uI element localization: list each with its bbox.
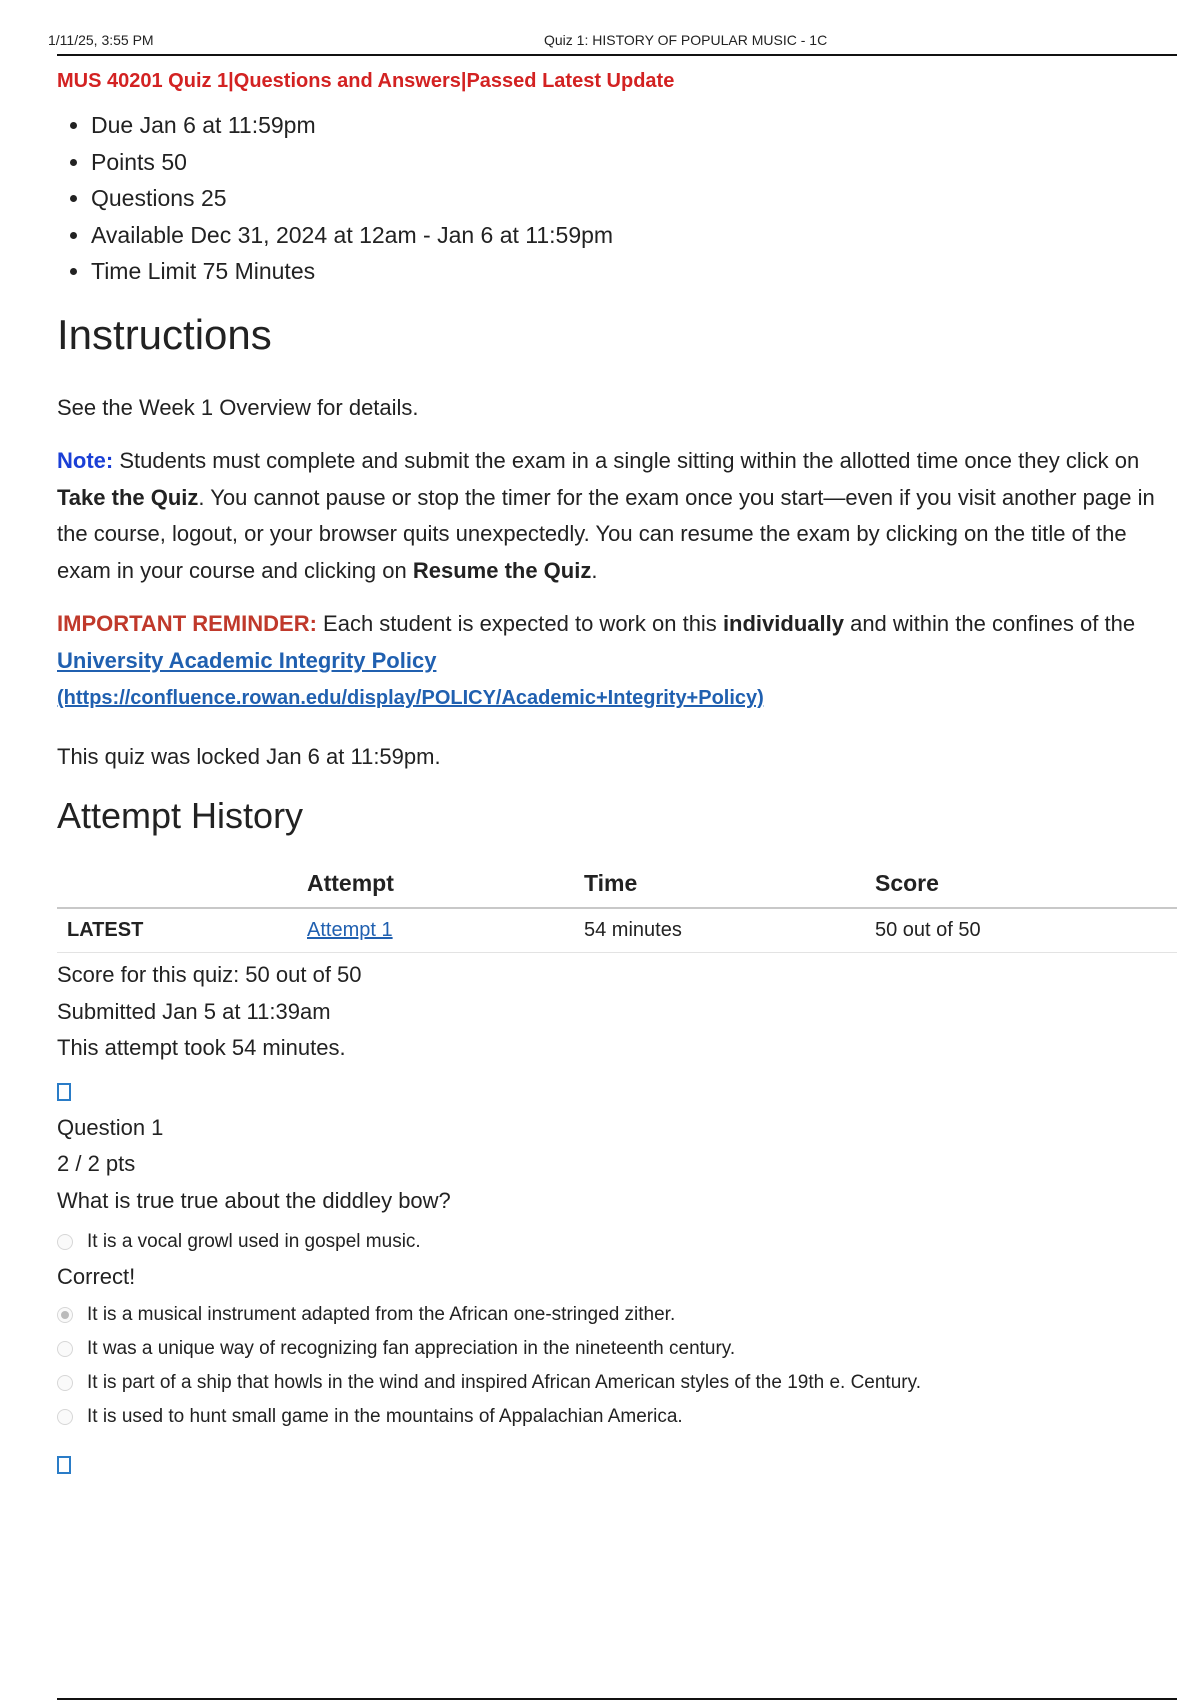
- col-header-attempt: Attempt: [307, 862, 584, 908]
- note-label: Note:: [57, 448, 114, 474]
- attempt-summary: [57, 957, 1177, 1067]
- attempt-history-heading: Attempt History: [57, 795, 304, 837]
- resume-quiz-text: Resume the Quiz: [412, 557, 592, 583]
- meta-questions: • Questions 25: [91, 180, 1177, 217]
- document-title: MUS 40201 Quiz 1|Questions and Answers|Passed Latest Update: [57, 70, 675, 92]
- quiz-page: [57, 70, 1177, 1479]
- col-header-score: Score: [875, 862, 1177, 908]
- meta-points: • Points 50: [91, 144, 1177, 181]
- answer-text: It is part of a ship that howls in the wind and inspired African American styles of the 19th e. Century.: [87, 1371, 921, 1393]
- attempt-time: 54 minutes: [584, 908, 875, 953]
- instructions-heading: Instructions: [57, 310, 272, 358]
- answer-text: It is a vocal growl used in gospel music.: [87, 1231, 421, 1253]
- answer-option-selected[interactable]: [57, 1298, 1177, 1332]
- print-title: Quiz 1: HISTORY OF POPULAR MUSIC - 1C: [544, 32, 828, 48]
- meta-time-limit: • Time Limit 75 Minutes: [91, 253, 1177, 290]
- individually-text: individually: [722, 611, 844, 637]
- question-flag-icon[interactable]: [57, 1456, 71, 1474]
- note-paragraph: Note: Students must complete and submit the exam in a single sitting within the allotted time once they click on Take the Quiz. You cannot pause or stop the timer for the exam once you start—even if you visit another page in the course, logout, or your browser quits unexpectedly. You can resume the exam by clicking on the title of the exam in your course and clicking on Resume the Quiz.: [57, 448, 1155, 583]
- print-header: [48, 28, 1176, 50]
- take-quiz-text: Take the Quiz: [57, 484, 199, 510]
- question-1: [57, 1110, 1177, 1220]
- attempt-duration-line: This attempt took 54 minutes.: [57, 1035, 346, 1061]
- answer-text: It is a musical instrument adapted from the African one-stringed zither.: [87, 1303, 676, 1325]
- quiz-meta-list: [57, 107, 1177, 290]
- answer-option[interactable]: [57, 1332, 1177, 1366]
- meta-due: • Due Jan 6 at 11:59pm: [91, 107, 1177, 144]
- radio-button-selected[interactable]: [57, 1307, 73, 1323]
- radio-button[interactable]: [57, 1409, 73, 1425]
- table-row: [57, 908, 1177, 953]
- question-points: 2 / 2 pts: [57, 1151, 136, 1177]
- col-header-tag: [57, 862, 307, 908]
- question-flag-icon[interactable]: [57, 1083, 71, 1101]
- correct-label: Correct!: [57, 1264, 136, 1290]
- answer-option[interactable]: [57, 1225, 1177, 1259]
- header-divider: [57, 54, 1177, 56]
- academic-integrity-policy-link[interactable]: University Academic Integrity Policy: [57, 647, 437, 673]
- attempt-1-link[interactable]: Attempt 1: [307, 919, 393, 942]
- quiz-locked-text: This quiz was locked Jan 6 at 11:59pm.: [57, 743, 441, 769]
- attempt-history-table: [57, 862, 1177, 953]
- answer-text: It was a unique way of recognizing fan appreciation in the nineteenth century.: [87, 1337, 736, 1359]
- week-overview-text: See the Week 1 Overview for details.: [57, 394, 419, 420]
- submitted-line: Submitted Jan 5 at 11:39am: [57, 998, 331, 1024]
- answer-option[interactable]: [57, 1400, 1177, 1434]
- question-number: Question 1: [57, 1114, 164, 1140]
- question-prompt: What is true true about the diddley bow?: [57, 1187, 451, 1213]
- important-label: IMPORTANT REMINDER:: [57, 611, 317, 637]
- important-reminder-paragraph: IMPORTANT REMINDER: Each student is expected to work on this individually and within the confines of the University Academic Integrity Policy (https://confluence.rowan.edu/display/POLICY/Academic+Integrity+Policy): [57, 611, 1136, 710]
- answer-text: It is used to hunt small game in the mountains of Appalachian America.: [87, 1405, 683, 1427]
- radio-button[interactable]: [57, 1234, 73, 1250]
- attempt-score: 50 out of 50: [875, 908, 1177, 953]
- score-line: Score for this quiz: 50 out of 50: [57, 962, 362, 988]
- radio-button[interactable]: [57, 1375, 73, 1391]
- col-header-time: Time: [584, 862, 875, 908]
- latest-tag: LATEST: [57, 908, 307, 953]
- policy-url-link[interactable]: (https://confluence.rowan.edu/display/POLICY/Academic+Integrity+Policy): [57, 687, 764, 710]
- attempt-table-header: [57, 862, 1177, 908]
- meta-available: • Available Dec 31, 2024 at 12am - Jan 6 at 11:59pm: [91, 217, 1177, 254]
- print-date: 1/11/25, 3:55 PM: [48, 32, 154, 48]
- answer-option[interactable]: [57, 1366, 1177, 1400]
- radio-button[interactable]: [57, 1341, 73, 1357]
